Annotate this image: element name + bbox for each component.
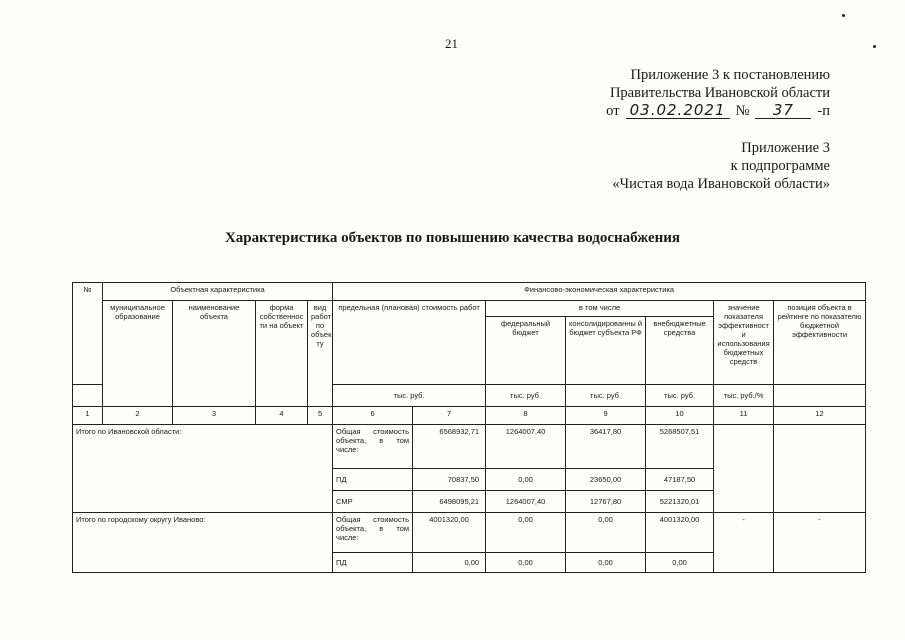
number-suffix: -п (817, 103, 830, 119)
unit-extrabudget: тыс. руб. (646, 385, 714, 407)
line-federal: 0,00 (486, 469, 566, 491)
column-number: 12 (774, 407, 866, 425)
sub-header-line-2: к подпрограмме (730, 158, 830, 174)
line-type: СМР (333, 491, 413, 513)
row-indicator (714, 425, 774, 513)
column-number: 1 (73, 407, 103, 425)
line-type: Общая стоимость объекта, в том числе: (333, 513, 413, 553)
from-label: от (606, 103, 620, 119)
subprogram-header (612, 139, 830, 193)
scan-speck (873, 45, 876, 48)
sub-header-line-3: «Чистая вода Ивановской области» (612, 176, 830, 192)
table-row (73, 425, 866, 469)
column-number: 11 (714, 407, 774, 425)
header-object-name: наименование объекта (173, 301, 256, 407)
row-rating: - (774, 513, 866, 573)
unit-cost: тыс. руб. (333, 385, 486, 407)
column-number: 5 (308, 407, 333, 425)
column-number: 6 (333, 407, 413, 425)
line-type: Общая стоимость объекта, в том числе: (333, 425, 413, 469)
column-number: 3 (173, 407, 256, 425)
document-date-number (606, 102, 830, 120)
header-object-char: Объектная характеристика (103, 283, 333, 301)
header-federal: федеральный бюджет (486, 317, 566, 385)
row-rating (774, 425, 866, 513)
line-extrabudget: 5221320,01 (646, 491, 714, 513)
objects-table (72, 282, 866, 573)
handwritten-number: 37 (755, 102, 811, 119)
line-consolidated: 0,00 (566, 553, 646, 573)
number-sign: № (735, 103, 750, 119)
header-num: № (73, 283, 103, 385)
header-line-2: Правительства Ивановской области (609, 85, 830, 101)
scan-speck (842, 14, 845, 17)
row-label: Итого по городскому округу Иваново: (73, 513, 333, 573)
column-number: 7 (413, 407, 486, 425)
line-federal: 0,00 (486, 553, 566, 573)
header-including: в том числе (486, 301, 714, 317)
unit-indicator: тыс. руб./% (714, 385, 774, 407)
line-extrabudget: 47187,50 (646, 469, 714, 491)
handwritten-date: 03.02.2021 (626, 102, 730, 119)
sub-header-line-1: Приложение 3 (741, 140, 830, 156)
header-fin-char: Финансово-экономическая характеристика (333, 283, 866, 301)
header-num-blank (73, 385, 103, 407)
line-federal: 1264007,40 (486, 425, 566, 469)
column-number: 8 (486, 407, 566, 425)
document-title: Характеристика объектов по повышению качества водоснабжения (224, 230, 681, 246)
line-consolidated: 36417,80 (566, 425, 646, 469)
line-total: 6498095,21 (413, 491, 486, 513)
line-type: ПД (333, 553, 413, 573)
line-consolidated: 0,00 (566, 513, 646, 553)
unit-consolidated: тыс. руб. (566, 385, 646, 407)
line-federal: 1264007,40 (486, 491, 566, 513)
header-ownership: форма собственнос ти на объект (256, 301, 308, 407)
column-number: 4 (256, 407, 308, 425)
header-municipal: муниципальное образование (103, 301, 173, 407)
unit-rating-blank (774, 385, 866, 407)
header-work-type: вид работ по объек ту (308, 301, 333, 407)
line-consolidated: 12767,80 (566, 491, 646, 513)
line-total: 4001320,00 (413, 513, 486, 553)
line-total: 70837,50 (413, 469, 486, 491)
line-consolidated: 23650,00 (566, 469, 646, 491)
header-consolidated: консолидированны й бюджет субъекта РФ (566, 317, 646, 385)
line-total: 0,00 (413, 553, 486, 573)
line-extrabudget: 5268507,51 (646, 425, 714, 469)
table-row (73, 513, 866, 553)
line-extrabudget: 4001320,00 (646, 513, 714, 553)
header-indicator: значение показателя эффективност и использования бюджетных средств (714, 301, 774, 385)
row-label: Итого по Ивановской области: (73, 425, 333, 513)
column-number-row (73, 407, 866, 425)
line-extrabudget: 0,00 (646, 553, 714, 573)
unit-federal: тыс. руб. (486, 385, 566, 407)
column-number: 9 (566, 407, 646, 425)
page-number: 21 (445, 36, 458, 51)
line-federal: 0,00 (486, 513, 566, 553)
header-extrabudget: внебюджетные средства (646, 317, 714, 385)
row-indicator: - (714, 513, 774, 573)
header-cost: предельная (плановая) стоимость работ (333, 301, 486, 385)
resolution-header (606, 66, 830, 120)
column-number: 10 (646, 407, 714, 425)
header-line-1: Приложение 3 к постановлению (630, 67, 830, 83)
column-number: 2 (103, 407, 173, 425)
header-rating: позиция объекта в рейтинге по показателю бюджетной эффективности (774, 301, 866, 385)
line-type: ПД (333, 469, 413, 491)
line-total: 6568932,71 (413, 425, 486, 469)
